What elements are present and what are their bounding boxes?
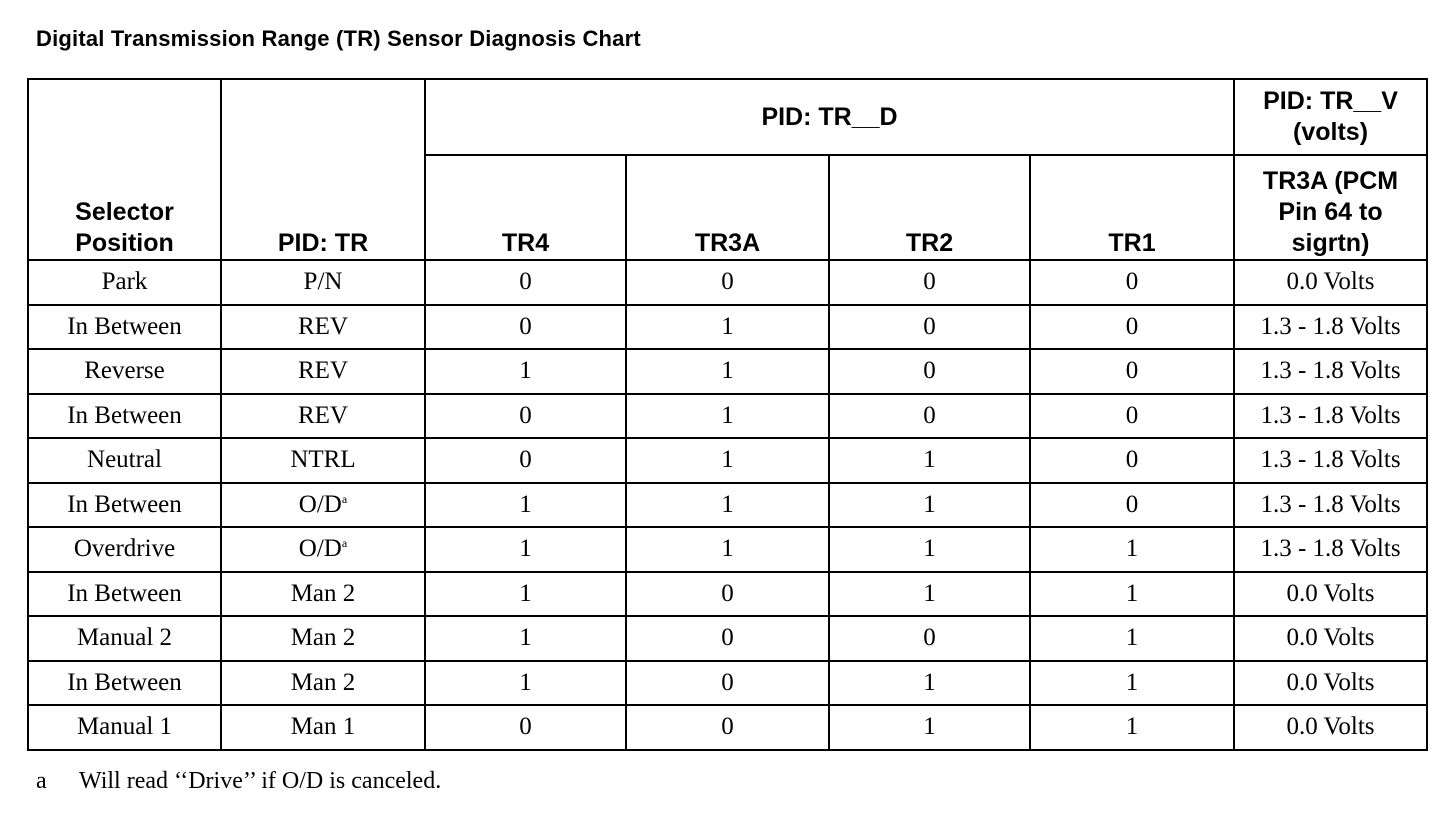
cell-pid-tr <box>221 527 425 572</box>
cell-pid-tr-value: O/D <box>298 490 342 518</box>
diagnosis-table <box>27 78 1428 751</box>
header-tr3a: TR3A <box>626 155 829 260</box>
cell-selector-position: In Between <box>28 483 221 528</box>
cell-selector-position: In Between <box>28 661 221 706</box>
cell-pid-tr <box>221 483 425 528</box>
cell-tr2: 0 <box>829 305 1030 350</box>
cell-tr1: 1 <box>1030 705 1234 750</box>
cell-tr4: 0 <box>425 705 626 750</box>
table-row <box>28 705 1427 750</box>
table-row <box>28 438 1427 483</box>
cell-tr1: 0 <box>1030 260 1234 305</box>
cell-volts: 0.0 Volts <box>1234 661 1427 706</box>
cell-pid-tr: Man 2 <box>221 661 425 706</box>
header-pid-tr-d: PID: TR__D <box>425 79 1234 155</box>
cell-pid-tr: Man 2 <box>221 616 425 661</box>
footnote <box>36 768 441 795</box>
cell-tr2: 1 <box>829 572 1030 617</box>
table-row <box>28 483 1427 528</box>
page-title: Digital Transmission Range (TR) Sensor Diagnosis Chart <box>36 26 641 51</box>
cell-tr4: 1 <box>425 616 626 661</box>
header-tr3a-pcm-line-1: TR3A (PCM <box>1262 167 1399 195</box>
cell-tr4: 0 <box>425 438 626 483</box>
footnote-mark: a <box>36 768 47 794</box>
cell-tr2: 0 <box>829 349 1030 394</box>
cell-tr1: 0 <box>1030 394 1234 439</box>
header-tr3a-pcm-line-3: sigrtn) <box>1291 229 1370 257</box>
cell-volts: 0.0 Volts <box>1234 572 1427 617</box>
cell-selector-position: Overdrive <box>28 527 221 572</box>
cell-tr2: 1 <box>829 527 1030 572</box>
cell-tr3a: 0 <box>626 572 829 617</box>
header-selector-position <box>28 79 221 260</box>
cell-tr2: 1 <box>829 483 1030 528</box>
cell-pid-tr: Man 1 <box>221 705 425 750</box>
cell-tr3a: 0 <box>626 616 829 661</box>
cell-tr1: 1 <box>1030 616 1234 661</box>
cell-volts: 1.3 - 1.8 Volts <box>1234 483 1427 528</box>
cell-tr4: 1 <box>425 349 626 394</box>
cell-tr3a: 0 <box>626 260 829 305</box>
cell-pid-tr: Man 2 <box>221 572 425 617</box>
footnote-marker: a <box>341 536 348 551</box>
header-tr1: TR1 <box>1030 155 1234 260</box>
header-selector-line-2: Position <box>75 229 174 257</box>
cell-tr4: 1 <box>425 483 626 528</box>
table-row <box>28 349 1427 394</box>
cell-tr1: 1 <box>1030 661 1234 706</box>
cell-tr4: 0 <box>425 394 626 439</box>
cell-tr3a: 1 <box>626 394 829 439</box>
header-pid-tr-v-line-2: (volts) <box>1293 118 1369 146</box>
header-tr2: TR2 <box>829 155 1030 260</box>
cell-tr3a: 1 <box>626 527 829 572</box>
cell-tr2: 1 <box>829 705 1030 750</box>
cell-tr3a: 0 <box>626 705 829 750</box>
table-row <box>28 260 1427 305</box>
cell-volts: 0.0 Volts <box>1234 260 1427 305</box>
cell-volts: 1.3 - 1.8 Volts <box>1234 438 1427 483</box>
header-selector-line-1: Selector <box>75 198 174 226</box>
cell-tr1: 0 <box>1030 305 1234 350</box>
cell-volts: 0.0 Volts <box>1234 705 1427 750</box>
header-tr3a-pcm-line-2: Pin 64 to <box>1278 198 1383 226</box>
cell-tr1: 0 <box>1030 438 1234 483</box>
cell-pid-tr: REV <box>221 394 425 439</box>
cell-selector-position: In Between <box>28 572 221 617</box>
cell-tr2: 0 <box>829 616 1030 661</box>
cell-tr2: 0 <box>829 394 1030 439</box>
cell-tr1: 1 <box>1030 572 1234 617</box>
cell-selector-position: Reverse <box>28 349 221 394</box>
cell-tr1: 1 <box>1030 527 1234 572</box>
cell-pid-tr: NTRL <box>221 438 425 483</box>
cell-selector-position: Neutral <box>28 438 221 483</box>
header-pid-tr: PID: TR <box>221 79 425 260</box>
cell-tr4: 1 <box>425 661 626 706</box>
cell-volts: 1.3 - 1.8 Volts <box>1234 394 1427 439</box>
cell-volts: 1.3 - 1.8 Volts <box>1234 527 1427 572</box>
table-row <box>28 527 1427 572</box>
cell-tr3a: 1 <box>626 305 829 350</box>
header-tr4: TR4 <box>425 155 626 260</box>
cell-tr3a: 0 <box>626 661 829 706</box>
cell-tr2: 1 <box>829 661 1030 706</box>
cell-selector-position: In Between <box>28 305 221 350</box>
header-tr3a-pcm <box>1234 155 1427 260</box>
table-row <box>28 394 1427 439</box>
cell-selector-position: Manual 1 <box>28 705 221 750</box>
header-pid-tr-v <box>1234 79 1427 155</box>
cell-tr4: 0 <box>425 260 626 305</box>
cell-tr2: 1 <box>829 438 1030 483</box>
cell-tr4: 1 <box>425 572 626 617</box>
cell-tr3a: 1 <box>626 483 829 528</box>
cell-tr4: 0 <box>425 305 626 350</box>
cell-volts: 1.3 - 1.8 Volts <box>1234 349 1427 394</box>
cell-selector-position: Park <box>28 260 221 305</box>
cell-tr2: 0 <box>829 260 1030 305</box>
cell-selector-position: Manual 2 <box>28 616 221 661</box>
cell-tr1: 0 <box>1030 349 1234 394</box>
cell-volts: 0.0 Volts <box>1234 616 1427 661</box>
table-row <box>28 661 1427 706</box>
cell-volts: 1.3 - 1.8 Volts <box>1234 305 1427 350</box>
table-row <box>28 572 1427 617</box>
cell-pid-tr: REV <box>221 349 425 394</box>
footnote-text: Will read ‘‘Drive’’ if O/D is canceled. <box>79 768 442 794</box>
header-pid-tr-v-line-1: PID: TR__V <box>1263 87 1398 115</box>
footnote-marker: a <box>341 491 348 506</box>
cell-selector-position: In Between <box>28 394 221 439</box>
cell-tr3a: 1 <box>626 438 829 483</box>
cell-pid-tr-value: O/D <box>298 535 342 563</box>
table-row <box>28 305 1427 350</box>
cell-tr4: 1 <box>425 527 626 572</box>
table-row <box>28 616 1427 661</box>
cell-pid-tr: P/N <box>221 260 425 305</box>
cell-pid-tr: REV <box>221 305 425 350</box>
cell-tr3a: 1 <box>626 349 829 394</box>
cell-tr1: 0 <box>1030 483 1234 528</box>
